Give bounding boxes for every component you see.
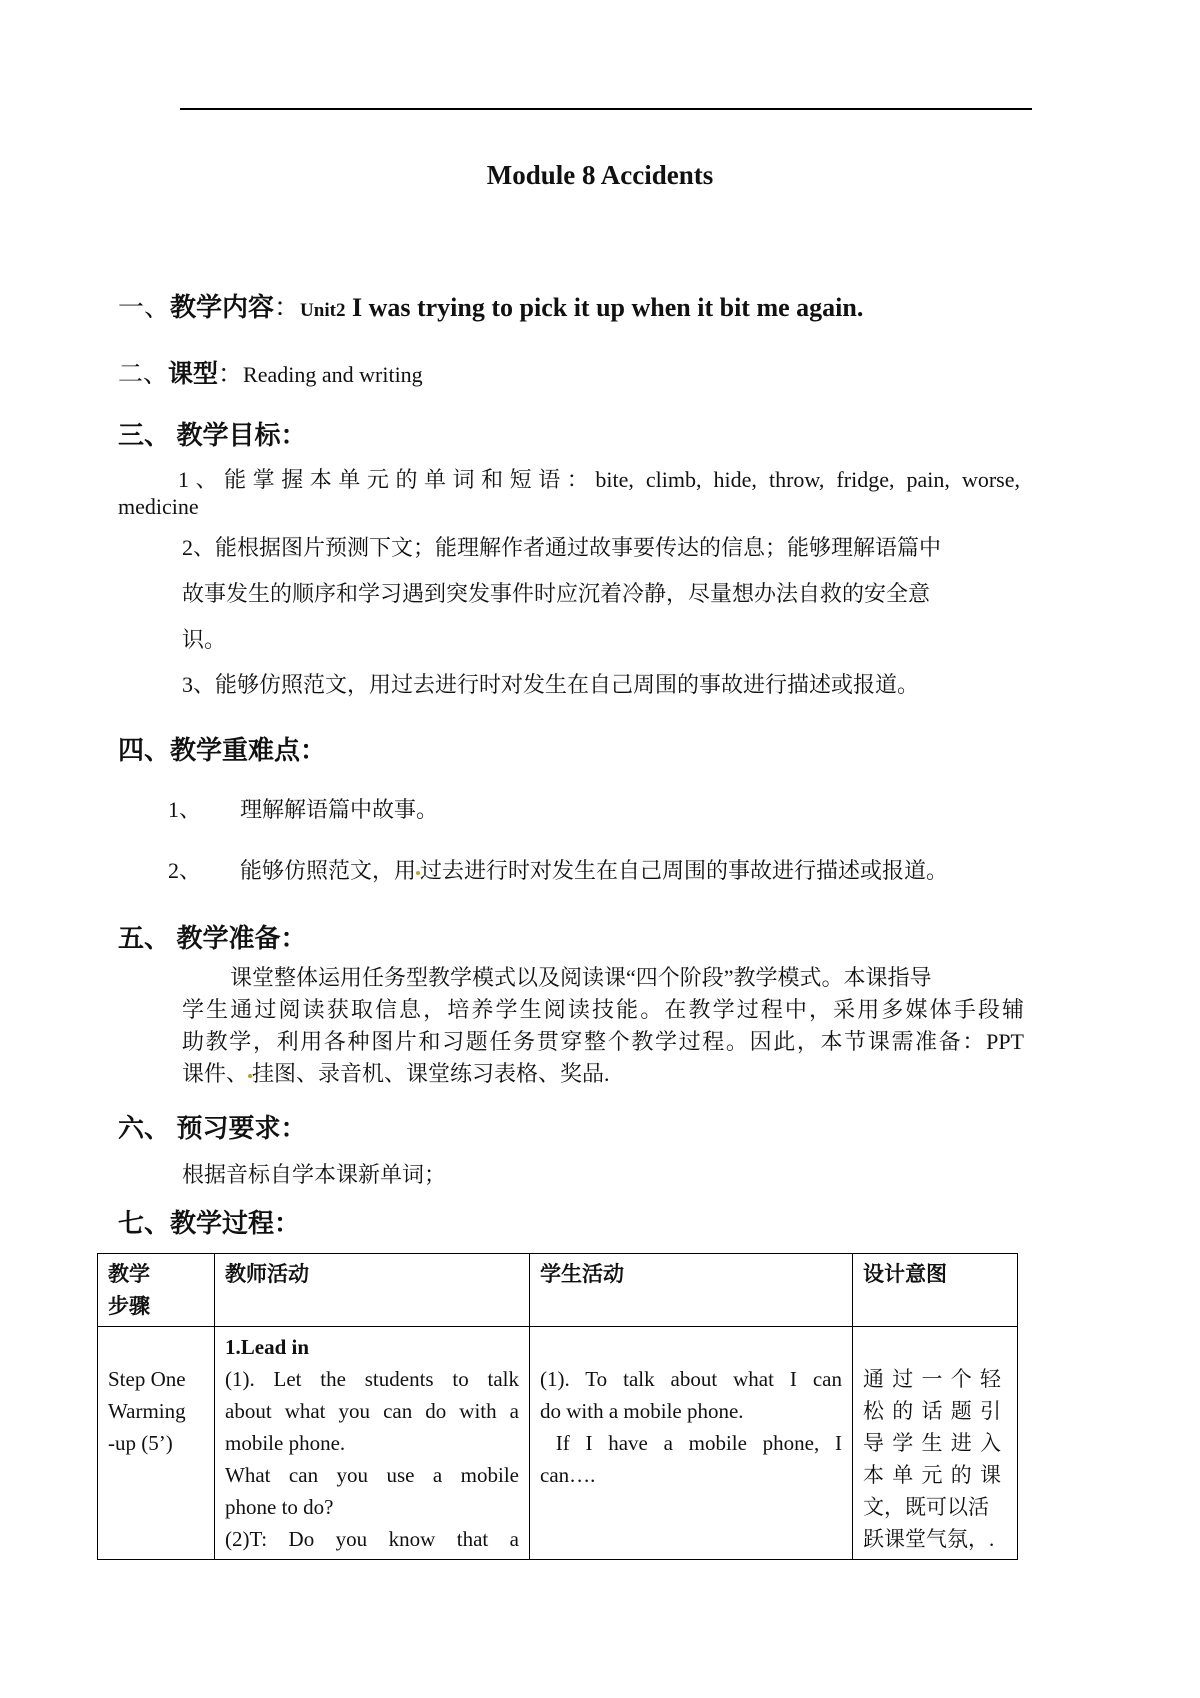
section5-heading: 五、 教学准备： — [118, 924, 307, 953]
teaching-process-table — [97, 1253, 1018, 1560]
objective-2: 2、能根据图片预测下文；能理解作者通过故事要传达的信息；能够理解语篇中 故事发生的顺序和学习遇到突发事件时应沉着冷静，尽量想办法自救的安全意 识。 — [182, 535, 942, 652]
objective-1-line2: medicine — [118, 494, 199, 519]
preparation-paragraph: 课堂整体运用任务型教学模式以及阅读课“四个阶段”教学模式。本课指导 学生通过阅读获取信息，培养学生阅读技能。在教学过程中，采用多媒体手段辅 助教学，利用各种图片和习题任务贯穿整个教学过程。因此，本节课需准备：PPT 课件、 挂图、录音机、课堂练习表格、奖品. — [182, 965, 1024, 1086]
header-teacher: 教师活动 — [215, 1254, 530, 1327]
header-rule — [180, 108, 1032, 110]
step-cell: Step One Warming -up (5’) — [98, 1327, 215, 1560]
student-activity-cell: (1). To talk about what I can do with a mobile phone. If I have a mobile phone, I can…. — [530, 1327, 853, 1560]
section1-heading: 一、教学内容：Unit2 I was trying to pick it up when it bit me again. — [118, 293, 864, 322]
section6-heading: 六、 预习要求： — [118, 1114, 307, 1143]
header-design: 设计意图 — [853, 1254, 1018, 1327]
header-step: 教学 步骤 — [98, 1254, 215, 1327]
section7-heading: 七、教学过程： — [118, 1209, 301, 1238]
section2-heading: 二、课型：Reading and writing — [118, 361, 423, 388]
difficulty-2: 2、 能够仿照范文，用 过去进行时对发生在自己周围的事故进行描述或报道。 — [168, 858, 949, 883]
section4-heading: 四、教学重难点： — [118, 736, 327, 765]
difficulty-1: 1、 理解解语篇中故事。 — [168, 797, 439, 822]
table-header-row — [98, 1254, 1018, 1327]
teacher-activity-cell: 1.Lead in (1). Let the students to talk about what you can do with a mobile phone. What can you use a mobile phone to do? (2)T: Do you know that a — [215, 1327, 530, 1560]
objective-3: 3、能够仿照范文，用过去进行时对发生在自己周围的事故进行描述或报道。 — [182, 672, 920, 697]
header-student: 学生活动 — [530, 1254, 853, 1327]
document-title: Module 8 Accidents — [486, 160, 714, 190]
section3-heading: 三、 教学目标： — [118, 421, 307, 450]
preview-requirement: 根据音标自学本课新单词； — [182, 1162, 447, 1187]
objective-1-line1: 1、能掌握本单元的单词和短语：bite, climb, hide, throw, fridge, pain, worse, — [178, 467, 1020, 492]
table-row — [98, 1327, 1018, 1560]
design-intent-cell: 通过一个轻 松的话题引 导学生进入 本单元的课 文，既可以活 跃课堂气氛，. — [853, 1327, 1018, 1560]
